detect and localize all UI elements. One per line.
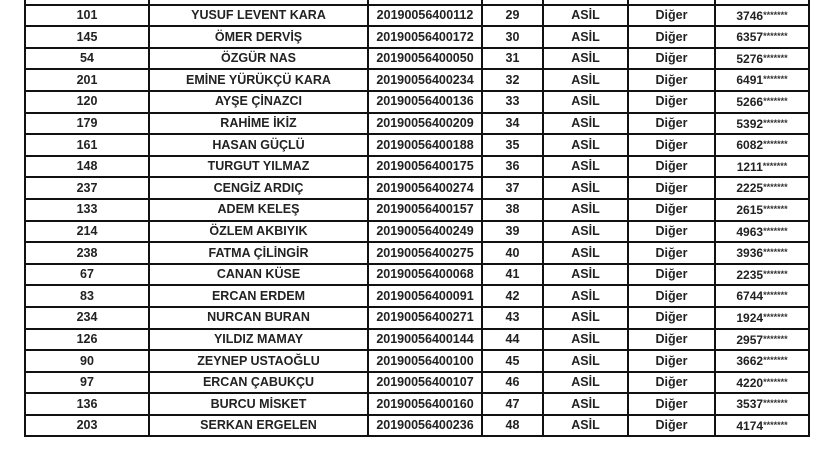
cell-status: ASİL <box>543 199 628 221</box>
table-row <box>25 350 809 372</box>
table-row <box>25 329 809 351</box>
cell-tc-masked <box>715 26 809 48</box>
cell-name: ZEYNEP USTAOĞLU <box>149 350 368 372</box>
tc-mask: ******* <box>763 74 788 85</box>
cell-quota: Diğer <box>628 285 715 307</box>
cell-application-no: 20190056400275 <box>368 242 482 264</box>
cell-status: ASİL <box>543 350 628 372</box>
cell-no: 83 <box>25 285 149 307</box>
tc-mask: ******* <box>763 355 788 366</box>
cell-tc-masked <box>715 372 809 394</box>
cell-rank: 34 <box>482 113 543 135</box>
cell-rank: 32 <box>482 69 543 91</box>
table-row <box>25 113 809 135</box>
cell-no: 237 <box>25 177 149 199</box>
cell-no: 234 <box>25 307 149 329</box>
tc-prefix: 3662 <box>736 354 764 369</box>
cell-no: 148 <box>25 156 149 178</box>
cell-application-no: 20190056400236 <box>368 415 482 437</box>
cell-name: CANAN KÜSE <box>149 264 368 286</box>
cell-tc-masked <box>715 177 809 199</box>
cell-no: 101 <box>25 5 149 27</box>
cell-status: ASİL <box>543 285 628 307</box>
tc-mask: ******* <box>763 95 788 106</box>
cell-application-no: 20190056400107 <box>368 372 482 394</box>
cell-rank: 39 <box>482 221 543 243</box>
table-row <box>25 177 809 199</box>
cell-name: EMİNE YÜRÜKÇÜ KARA <box>149 69 368 91</box>
cell-rank: 47 <box>482 393 543 415</box>
tc-mask: ******* <box>763 398 788 409</box>
cell-no: 90 <box>25 350 149 372</box>
cell-tc-masked <box>715 415 809 437</box>
tc-prefix: 6357 <box>736 30 764 45</box>
cell-no: 214 <box>25 221 149 243</box>
cell-tc-masked <box>715 91 809 113</box>
cell-application-no: 20190056400172 <box>368 26 482 48</box>
cell-quota: Diğer <box>628 156 715 178</box>
cell-status: ASİL <box>543 372 628 394</box>
cell-quota: Diğer <box>628 5 715 27</box>
cell-status: ASİL <box>543 48 628 70</box>
cell-application-no: 20190056400175 <box>368 156 482 178</box>
results-table-container <box>24 0 810 437</box>
cell-status: ASİL <box>543 69 628 91</box>
tc-prefix: 4220 <box>736 375 764 390</box>
cell-status: ASİL <box>543 415 628 437</box>
cell-quota: Diğer <box>628 307 715 329</box>
tc-prefix: 3537 <box>736 397 764 412</box>
cell-no: 238 <box>25 242 149 264</box>
cell-tc-masked <box>715 221 809 243</box>
cell-quota: Diğer <box>628 113 715 135</box>
cell-no: 161 <box>25 134 149 156</box>
cell-application-no: 20190056400157 <box>368 199 482 221</box>
cell-application-no: 20190056400209 <box>368 113 482 135</box>
tc-prefix: 4963 <box>736 224 764 239</box>
cell-name: NURCAN BURAN <box>149 307 368 329</box>
cell-quota: Diğer <box>628 242 715 264</box>
cell-rank: 40 <box>482 242 543 264</box>
cell-no: 133 <box>25 199 149 221</box>
cell-quota: Diğer <box>628 350 715 372</box>
cell-status: ASİL <box>543 221 628 243</box>
table-row <box>25 242 809 264</box>
cell-tc-masked <box>715 285 809 307</box>
tc-prefix: 2957 <box>736 332 764 347</box>
cell-rank: 30 <box>482 26 543 48</box>
table-row <box>25 5 809 27</box>
cell-application-no: 20190056400271 <box>368 307 482 329</box>
tc-prefix: 2225 <box>736 181 764 196</box>
cell-application-no: 20190056400091 <box>368 285 482 307</box>
cell-tc-masked <box>715 48 809 70</box>
tc-prefix: 3746 <box>736 8 764 23</box>
cell-tc-masked <box>715 113 809 135</box>
cell-rank: 42 <box>482 285 543 307</box>
cell-quota: Diğer <box>628 69 715 91</box>
tc-mask: ******* <box>763 225 788 236</box>
cell-status: ASİL <box>543 177 628 199</box>
cell-no: 54 <box>25 48 149 70</box>
tc-mask: ******* <box>763 290 788 301</box>
tc-prefix: 5266 <box>736 94 764 109</box>
table-body <box>25 0 809 436</box>
cell-tc-masked <box>715 329 809 351</box>
cell-rank: 31 <box>482 48 543 70</box>
cell-rank: 45 <box>482 350 543 372</box>
cell-application-no: 20190056400249 <box>368 221 482 243</box>
cell-no: 120 <box>25 91 149 113</box>
cell-name: ADEM KELEŞ <box>149 199 368 221</box>
cell-quota: Diğer <box>628 221 715 243</box>
cell-status: ASİL <box>543 26 628 48</box>
table-row <box>25 134 809 156</box>
cell-tc-masked <box>715 242 809 264</box>
tc-prefix: 5392 <box>736 116 764 131</box>
cell-quota: Diğer <box>628 415 715 437</box>
cell-name: HASAN GÜÇLÜ <box>149 134 368 156</box>
table-row <box>25 156 809 178</box>
cell-rank: 48 <box>482 415 543 437</box>
cell-application-no: 20190056400188 <box>368 134 482 156</box>
tc-prefix: 6491 <box>736 73 764 88</box>
cell-name: CENGİZ ARDIÇ <box>149 177 368 199</box>
cell-rank: 46 <box>482 372 543 394</box>
cell-quota: Diğer <box>628 329 715 351</box>
tc-mask: ******* <box>763 376 788 387</box>
tc-mask: ******* <box>763 203 788 214</box>
table-row <box>25 91 809 113</box>
cell-rank: 44 <box>482 329 543 351</box>
cell-application-no: 20190056400274 <box>368 177 482 199</box>
tc-prefix: 6082 <box>736 138 764 153</box>
cell-application-no: 20190056400050 <box>368 48 482 70</box>
cell-quota: Diğer <box>628 26 715 48</box>
tc-mask: ******* <box>763 52 788 63</box>
table-row <box>25 393 809 415</box>
cell-no: 201 <box>25 69 149 91</box>
cell-no: 203 <box>25 415 149 437</box>
cell-quota: Diğer <box>628 199 715 221</box>
cell-name: AYŞE ÇİNAZCI <box>149 91 368 113</box>
cell-tc-masked <box>715 307 809 329</box>
cell-name: ERCAN ÇABUKÇU <box>149 372 368 394</box>
cell-status: ASİL <box>543 242 628 264</box>
tc-mask: ******* <box>763 31 788 42</box>
cell-tc-masked <box>715 393 809 415</box>
cell-tc-masked <box>715 5 809 27</box>
cell-tc-masked <box>715 199 809 221</box>
table-row <box>25 199 809 221</box>
tc-prefix: 5276 <box>736 51 764 66</box>
cell-name: ÖZLEM AKBIYIK <box>149 221 368 243</box>
tc-mask: ******* <box>763 9 788 20</box>
cell-quota: Diğer <box>628 372 715 394</box>
cell-tc-masked <box>715 156 809 178</box>
table-row <box>25 307 809 329</box>
tc-mask: ******* <box>763 182 788 193</box>
table-row <box>25 415 809 437</box>
cell-status: ASİL <box>543 113 628 135</box>
cell-name: FATMA ÇİLİNGİR <box>149 242 368 264</box>
tc-prefix: 2615 <box>736 202 764 217</box>
cell-quota: Diğer <box>628 393 715 415</box>
cell-application-no: 20190056400136 <box>368 91 482 113</box>
cell-name: TURGUT YILMAZ <box>149 156 368 178</box>
cell-status: ASİL <box>543 91 628 113</box>
cell-quota: Diğer <box>628 91 715 113</box>
cell-status: ASİL <box>543 5 628 27</box>
cell-no: 126 <box>25 329 149 351</box>
cell-rank: 36 <box>482 156 543 178</box>
cell-status: ASİL <box>543 307 628 329</box>
table-row <box>25 69 809 91</box>
cell-rank: 33 <box>482 91 543 113</box>
tc-prefix: 1211 <box>736 159 763 174</box>
cell-status: ASİL <box>543 156 628 178</box>
cell-no: 97 <box>25 372 149 394</box>
cell-name: ÖMER DERVİŞ <box>149 26 368 48</box>
table-row <box>25 221 809 243</box>
cell-status: ASİL <box>543 393 628 415</box>
tc-prefix: 2235 <box>736 267 764 282</box>
cell-rank: 29 <box>482 5 543 27</box>
cell-name: SERKAN ERGELEN <box>149 415 368 437</box>
cell-name: RAHİME İKİZ <box>149 113 368 135</box>
cell-rank: 37 <box>482 177 543 199</box>
cell-status: ASİL <box>543 329 628 351</box>
table-row <box>25 48 809 70</box>
cell-application-no: 20190056400144 <box>368 329 482 351</box>
table-row <box>25 372 809 394</box>
cell-no: 136 <box>25 393 149 415</box>
cell-application-no: 20190056400112 <box>368 5 482 27</box>
cell-no: 145 <box>25 26 149 48</box>
cell-rank: 41 <box>482 264 543 286</box>
cell-rank: 43 <box>482 307 543 329</box>
cell-quota: Diğer <box>628 264 715 286</box>
tc-mask: ******* <box>763 268 788 279</box>
cell-tc-masked <box>715 350 809 372</box>
table-row <box>25 264 809 286</box>
tc-mask: ******* <box>762 160 788 171</box>
cell-status: ASİL <box>543 264 628 286</box>
cell-rank: 35 <box>482 134 543 156</box>
tc-mask: ******* <box>763 419 788 430</box>
cell-name: YILDIZ MAMAY <box>149 329 368 351</box>
cell-quota: Diğer <box>628 177 715 199</box>
cell-application-no: 20190056400160 <box>368 393 482 415</box>
tc-prefix: 1924 <box>736 310 764 325</box>
tc-prefix: 6744 <box>736 289 764 304</box>
cell-quota: Diğer <box>628 134 715 156</box>
table-row <box>25 285 809 307</box>
cell-tc-masked <box>715 69 809 91</box>
cell-quota: Diğer <box>628 48 715 70</box>
table-row <box>25 26 809 48</box>
tc-mask: ******* <box>763 311 788 322</box>
tc-mask: ******* <box>763 139 788 150</box>
results-table <box>24 0 810 437</box>
cell-name: BURCU MİSKET <box>149 393 368 415</box>
cell-name: ERCAN ERDEM <box>149 285 368 307</box>
tc-mask: ******* <box>763 247 788 258</box>
cell-tc-masked <box>715 264 809 286</box>
cell-application-no: 20190056400234 <box>368 69 482 91</box>
cell-name: YUSUF LEVENT KARA <box>149 5 368 27</box>
cell-application-no: 20190056400068 <box>368 264 482 286</box>
cell-name: ÖZGÜR NAS <box>149 48 368 70</box>
tc-prefix: 3936 <box>736 246 764 261</box>
cell-rank: 38 <box>482 199 543 221</box>
tc-mask: ******* <box>763 333 788 344</box>
cell-no: 67 <box>25 264 149 286</box>
cell-no: 179 <box>25 113 149 135</box>
cell-status: ASİL <box>543 134 628 156</box>
cell-tc-masked <box>715 134 809 156</box>
tc-prefix: 4174 <box>736 418 764 433</box>
cell-application-no: 20190056400100 <box>368 350 482 372</box>
tc-mask: ******* <box>763 117 788 128</box>
